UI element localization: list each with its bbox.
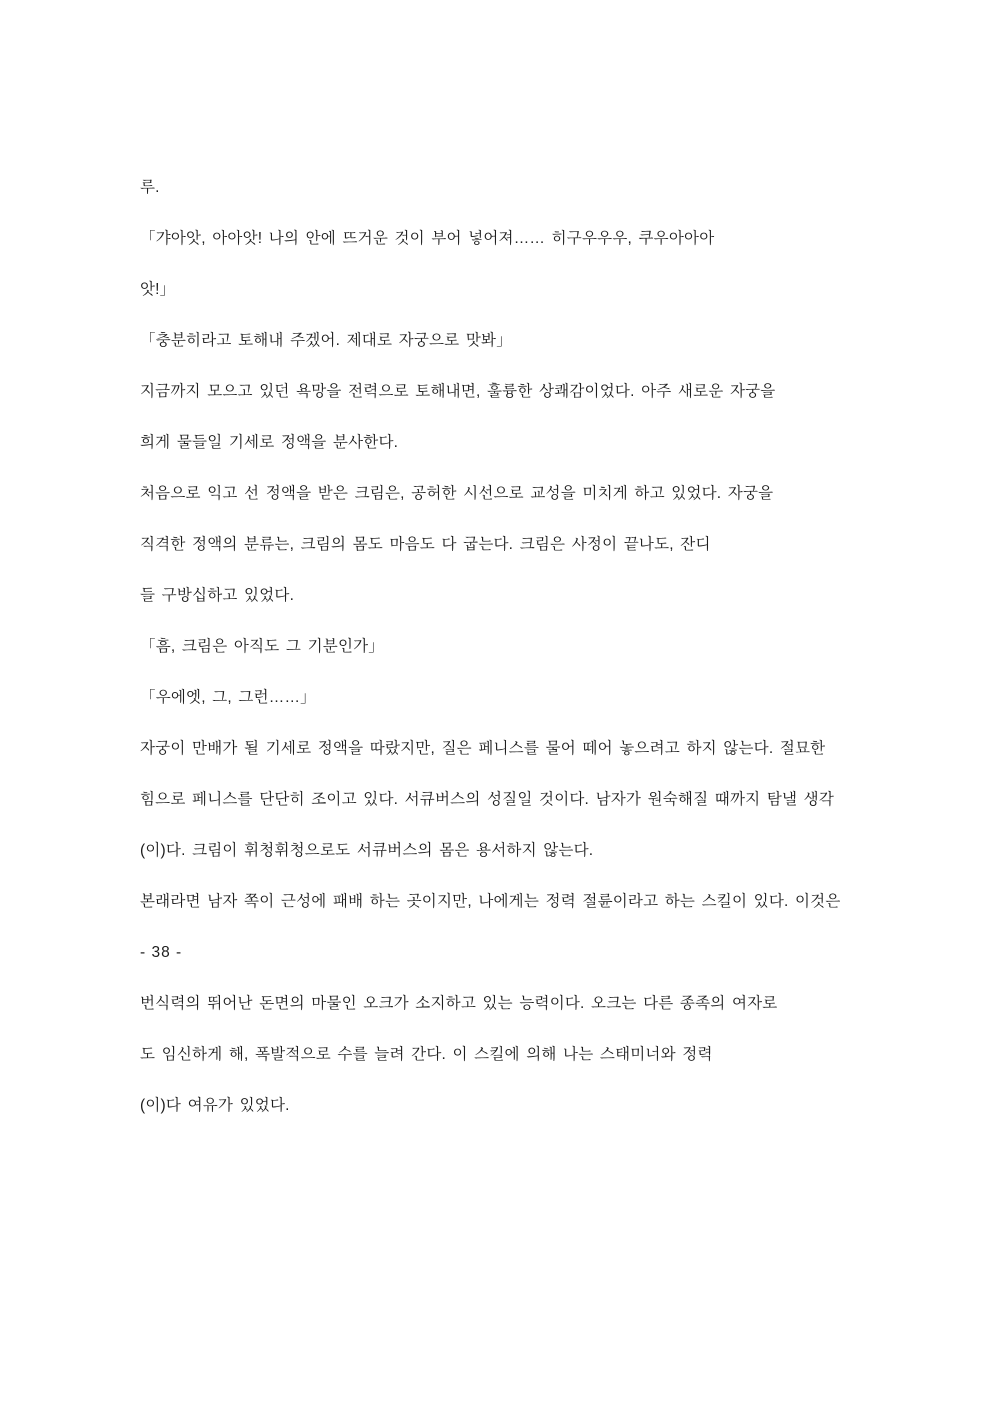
paragraph: 희게 물들일 기세로 정액을 분사한다. [140, 434, 399, 452]
paragraph: 「흠, 크림은 아직도 그 기분인가」 [140, 638, 385, 656]
page-number: - 38 - [140, 944, 183, 962]
paragraph: 도 임신하게 해, 폭발적으로 수를 늘려 간다. 이 스킬에 의해 나는 스태미너와 정력 [140, 1046, 713, 1064]
paragraph: 앗!」 [140, 281, 176, 299]
paragraph: (이)다. 크림이 휘청휘청으로도 서큐버스의 몸은 용서하지 않는다. [140, 842, 594, 860]
paragraph: 「충분히라고 토해내 주겠어. 제대로 자궁으로 맛봐」 [140, 332, 512, 350]
paragraph: 본래라면 남자 쪽이 근성에 패배 하는 곳이지만, 나에게는 정력 절륜이라고 하는 스킬이 있다. 이것은 [140, 893, 841, 911]
paragraph: 처음으로 익고 선 정액을 받은 크림은, 공허한 시선으로 교성을 미치게 하고 있었다. 자궁을 [140, 485, 774, 503]
paragraph: 지금까지 모으고 있던 욕망을 전력으로 토해내면, 훌륭한 상쾌감이었다. 아주 새로운 자궁을 [140, 383, 776, 401]
paragraph: (이)다 여유가 있었다. [140, 1097, 290, 1115]
paragraph: 「우에엣, 그, 그런……」 [140, 689, 316, 707]
paragraph: 「갸아앗, 아아앗! 나의 안에 뜨거운 것이 부어 넣어져…… 히구우우우, 쿠우아아아 [140, 230, 715, 248]
paragraph: 루. [140, 179, 160, 196]
paragraph: 번식력의 뛰어난 돈면의 마물인 오크가 소지하고 있는 능력이다. 오크는 다른 종족의 여자로 [140, 995, 778, 1013]
paragraph: 직격한 정액의 분류는, 크림의 몸도 마음도 다 굽는다. 크림은 사정이 끝나도, 잔디 [140, 536, 711, 554]
paragraph: 들 구방십하고 있었다. [140, 587, 295, 605]
paragraph: 자궁이 만배가 될 기세로 정액을 따랐지만, 질은 페니스를 물어 떼어 놓으려고 하지 않는다. 절묘한 [140, 740, 826, 758]
page-content [140, 176, 856, 1145]
paragraph: 힘으로 페니스를 단단히 조이고 있다. 서큐버스의 성질일 것이다. 남자가 원숙해질 때까지 탐낼 생각 [140, 791, 835, 809]
